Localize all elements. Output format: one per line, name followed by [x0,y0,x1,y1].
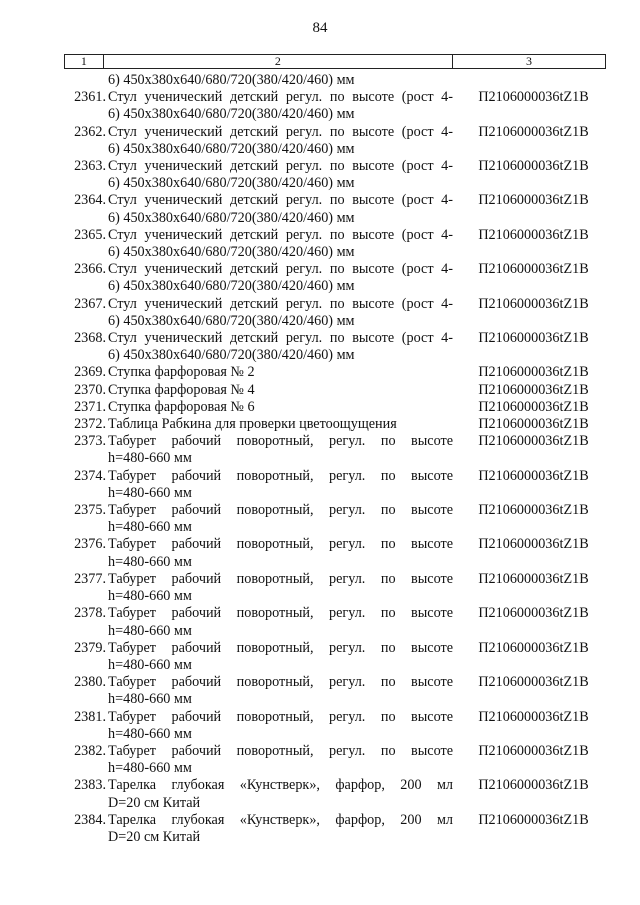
item-description [108,536,453,570]
item-code: П2106000036tZ1B [478,777,589,794]
item-number: 2368. [74,330,106,347]
item-description [108,158,453,192]
item-code: П2106000036tZ1B [478,536,589,553]
item-code: П2106000036tZ1B [478,330,589,347]
item-number: 2370. [74,381,106,398]
item-description-line-1: Стул ученический детский регул. по высоте (рост 4- [108,89,453,106]
item-description [108,296,453,330]
item-description-line-1: Табурет рабочий поворотный, регул. по высоте [108,433,453,450]
item-description [108,330,453,364]
item-description-line-1: Табурет рабочий поворотный, регул. по высоте [108,605,453,622]
item-description-line-2: h=480-660 мм [108,691,192,708]
item-description-line-1: Тарелка глубокая «Кунстверк», фарфор, 200 мл [108,777,453,794]
item-description-line-2: 6) 450х380х640/680/720(380/420/460) мм [108,106,355,123]
table-row [64,777,614,811]
item-number: 2380. [74,674,106,691]
item-number: 2379. [74,639,106,656]
item-description [108,433,453,467]
item-number: 2364. [74,192,106,209]
item-description-line-1: Табурет рабочий поворотный, регул. по высоте [108,674,453,691]
table-row [64,124,614,158]
table-row [64,640,614,674]
item-code: П2106000036tZ1B [478,226,589,243]
item-description [108,399,453,416]
item-description-line-1: Стул ученический детский регул. по высоте (рост 4- [108,123,453,140]
item-code: П2106000036tZ1B [478,433,589,450]
item-description [108,124,453,158]
item-description-line-2: 6) 450х380х640/680/720(380/420/460) мм [108,278,355,295]
item-code: П2106000036tZ1B [478,261,589,278]
item-description-line-1: Ступка фарфоровая № 6 [108,398,255,415]
table-row [64,416,614,433]
item-description-line-1: Табурет рабочий поворотный, регул. по высоте [108,502,453,519]
table-row [64,468,614,502]
table-row [64,709,614,743]
page-number: 84 [312,20,328,36]
item-code: П2106000036tZ1B [478,570,589,587]
item-description-line-1: Ступка фарфоровая № 2 [108,364,255,381]
item-description [108,364,453,381]
item-code: П2106000036tZ1B [478,158,589,175]
item-number: 2384. [74,811,106,828]
table-row [64,502,614,536]
item-description [108,502,453,536]
column-header-2: 2 [103,55,452,69]
table-row [64,158,614,192]
table-row [64,571,614,605]
item-description [108,227,453,261]
table-row [64,296,614,330]
item-code: П2106000036tZ1B [478,295,589,312]
item-code: П2106000036tZ1B [478,364,589,381]
item-code: П2106000036tZ1B [478,674,589,691]
item-description [108,192,453,226]
item-description-line-2: h=480-660 мм [108,760,192,777]
item-description [108,605,453,639]
item-description-line-1: Табурет рабочий поворотный, регул. по высоте [108,467,453,484]
item-description-line-2: h=480-660 мм [108,656,192,673]
continuation-row [64,72,614,89]
table-row [64,192,614,226]
item-number: 2363. [74,158,106,175]
item-description-line-2: h=480-660 мм [108,622,192,639]
item-description-line-2: 6) 450х380х640/680/720(380/420/460) мм [108,347,355,364]
item-number: 2372. [74,416,106,433]
item-number: 2365. [74,226,106,243]
item-number: 2376. [74,536,106,553]
item-description-line-1: Стул ученический детский регул. по высоте (рост 4- [108,226,453,243]
table-row [64,812,614,846]
item-number: 2383. [74,777,106,794]
item-description-line-1: Стул ученический детский регул. по высоте (рост 4- [108,192,453,209]
item-description-line-1: Табурет рабочий поворотный, регул. по высоте [108,639,453,656]
item-description-line-2: h=480-660 мм [108,484,192,501]
item-number: 2373. [74,433,106,450]
item-description-line-2: 6) 450х380х640/680/720(380/420/460) мм [108,175,355,192]
item-code: П2106000036tZ1B [478,123,589,140]
item-list [64,72,614,846]
item-description-line-2: h=480-660 мм [108,553,192,570]
item-description-line-2: h=480-660 мм [108,519,192,536]
item-description [108,674,453,708]
table-row [64,743,614,777]
column-header-3: 3 [453,55,606,69]
column-header-table [64,54,606,69]
table-row [64,364,614,381]
item-number: 2382. [74,742,106,759]
item-description-line-2: h=480-660 мм [108,588,192,605]
item-description-line-1: Табурет рабочий поворотный, регул. по высоте [108,570,453,587]
item-description-line-1: Табурет рабочий поворотный, регул. по высоте [108,536,453,553]
item-number: 2367. [74,295,106,312]
item-description-line-1: Стул ученический детский регул. по высоте (рост 4- [108,158,453,175]
item-number: 2377. [74,570,106,587]
item-description-line-2: 6) 450х380х640/680/720(380/420/460) мм [108,209,355,226]
item-description [108,743,453,777]
table-row [64,227,614,261]
table-row [64,330,614,364]
continuation-code [453,72,614,89]
item-description [108,709,453,743]
item-number: 2375. [74,502,106,519]
item-description-line-1: Стул ученический детский регул. по высоте (рост 4- [108,295,453,312]
item-description [108,261,453,295]
item-description [108,89,453,123]
item-code: П2106000036tZ1B [478,398,589,415]
item-number: 2374. [74,467,106,484]
item-description-line-2: D=20 см Китай [108,794,201,811]
item-description [108,640,453,674]
item-description-line-1: Таблица Рабкина для проверки цветоощущения [108,416,397,433]
item-number: 2361. [74,89,106,106]
item-description-line-2: 6) 450х380х640/680/720(380/420/460) мм [108,312,355,329]
item-code: П2106000036tZ1B [478,381,589,398]
continuation-number [64,72,108,89]
item-code: П2106000036tZ1B [478,502,589,519]
item-code: П2106000036tZ1B [478,89,589,106]
item-description-line-1: Стул ученический детский регул. по высоте (рост 4- [108,261,453,278]
table-row [64,674,614,708]
item-code: П2106000036tZ1B [478,811,589,828]
item-description-line-2: h=480-660 мм [108,450,192,467]
item-description-line-1: Табурет рабочий поворотный, регул. по высоте [108,708,453,725]
table-row [64,536,614,570]
item-number: 2378. [74,605,106,622]
item-number: 2362. [74,123,106,140]
item-description-line-1: Стул ученический детский регул. по высоте (рост 4- [108,330,453,347]
item-description [108,812,453,846]
item-description-line-1: Тарелка глубокая «Кунстверк», фарфор, 200 мл [108,811,453,828]
table-row [64,382,614,399]
item-code: П2106000036tZ1B [478,416,589,433]
item-code: П2106000036tZ1B [478,742,589,759]
item-description-line-2: h=480-660 мм [108,725,192,742]
item-description [108,416,453,433]
item-number: 2369. [74,364,106,381]
table-row [64,261,614,295]
column-header-1: 1 [65,55,104,69]
item-description [108,777,453,811]
table-row [64,399,614,416]
item-code: П2106000036tZ1B [478,639,589,656]
item-description [108,571,453,605]
table-row [64,433,614,467]
item-number: 2381. [74,708,106,725]
item-code: П2106000036tZ1B [478,192,589,209]
item-description-line-1: Ступка фарфоровая № 4 [108,381,255,398]
item-code: П2106000036tZ1B [478,708,589,725]
item-description [108,382,453,399]
item-code: П2106000036tZ1B [478,467,589,484]
table-row [64,89,614,123]
item-number: 2366. [74,261,106,278]
item-number: 2371. [74,398,106,415]
item-description-line-2: 6) 450х380х640/680/720(380/420/460) мм [108,244,355,261]
column-header-row [65,55,606,69]
item-description-line-2: 6) 450х380х640/680/720(380/420/460) мм [108,140,355,157]
item-description-line-2: D=20 см Китай [108,828,201,845]
item-description [108,468,453,502]
item-code: П2106000036tZ1B [478,605,589,622]
item-description-line-1: Табурет рабочий поворотный, регул. по высоте [108,742,453,759]
table-row [64,605,614,639]
continuation-text: 6) 450х380х640/680/720(380/420/460) мм [108,72,355,88]
